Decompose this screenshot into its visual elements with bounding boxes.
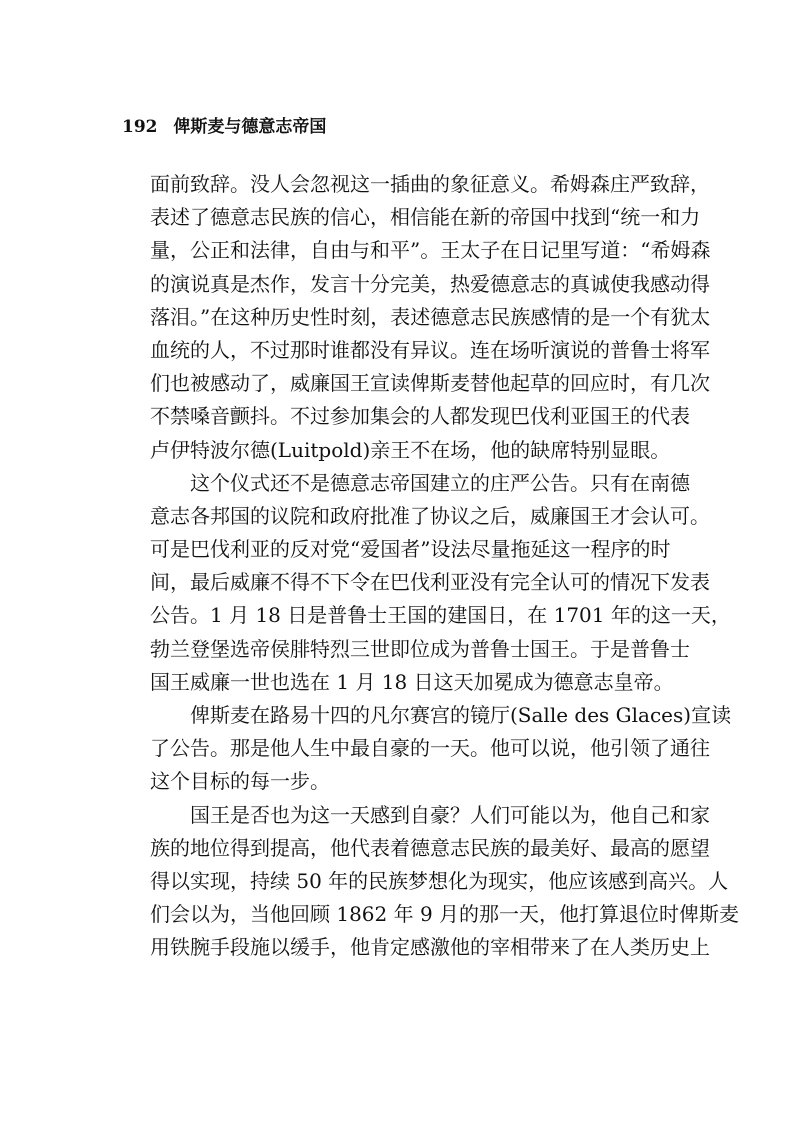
text-line: 落泪。”在这种历史性时刻，表述德意志民族感情的是一个有犹太: [150, 304, 711, 329]
text-line: 勃兰登堡选帝侯腓特烈三世即位成为普鲁士国王。于是普鲁士: [150, 636, 690, 661]
text-line: 国王是否也为这一天感到自豪？人们可能以为，他自己和家: [190, 802, 710, 827]
text-line: 量，公正和法律，自由与和平”。王太子在日记里写道：“希姆森: [150, 238, 711, 263]
text-line: 们也被感动了，威廉国王宣读俾斯麦替他起草的回应时，有几次: [150, 371, 710, 396]
text-line: 族的地位得到提高，他代表着德意志民族的最美好、最高的愿望: [150, 835, 710, 860]
text-line: 这个仪式还不是德意志帝国建立的庄严公告。只有在南德: [190, 470, 690, 495]
text-line: 意志各邦国的议院和政府批准了协议之后，威廉国王才会认可。: [150, 503, 710, 528]
text-line: 这个目标的每一步。: [150, 769, 330, 794]
text-line: 的演说真是杰作，发言十分完美，热爱德意志的真诚使我感动得: [150, 271, 710, 296]
running-header: [122, 112, 326, 137]
text-line: 血统的人，不过那时谁都没有异议。连在场听演说的普鲁士将军: [150, 337, 710, 362]
text-line: 用铁腕手段施以缓手，他肯定感激他的宰相带来了在人类历史上: [150, 935, 710, 960]
text-line: 间，最后威廉不得不下令在巴伐利亚没有完全认可的情况下发表: [150, 570, 710, 595]
text-line: 不禁嗓音颤抖。不过参加集会的人都发现巴伐利亚国王的代表: [150, 404, 690, 429]
text-line: 国王威廉一世也选在 1 月 18 日这天加冕成为德意志皇帝。: [150, 669, 674, 694]
text-line: 们会以为，当他回顾 1862 年 9 月的那一天，他打算退位时俾斯麦: [150, 902, 740, 927]
text-line: 可是巴伐利亚的反对党“爱国者”设法尽量拖延这一程序的时: [150, 537, 671, 562]
text-line: 面前致辞。没人会忽视这一插曲的象征意义。希姆森庄严致辞，: [150, 172, 710, 196]
body-text: [150, 168, 740, 965]
text-line: 公告。1 月 18 日是普鲁士王国的建国日，在 1701 年的这一天，: [150, 603, 731, 628]
text-line: 得以实现，持续 50 年的民族梦想化为现实，他应该感到高兴。人: [150, 868, 729, 893]
text-line: 俾斯麦在路易十四的凡尔赛宫的镜厅(Salle des Glaces)宣读: [190, 703, 732, 727]
book-title: 俾斯麦与德意志帝国: [173, 117, 327, 137]
page-number: 192: [122, 117, 158, 137]
text-line: 了公告。那是他人生中最自豪的一天。他可以说，他引领了通往: [150, 736, 710, 761]
text-line: 卢伊特波尔德(Luitpold)亲王不在场，他的缺席特别显眼。: [150, 437, 671, 462]
text-line: 表述了德意志民族的信心，相信能在新的帝国中找到“统一和力: [150, 205, 701, 230]
